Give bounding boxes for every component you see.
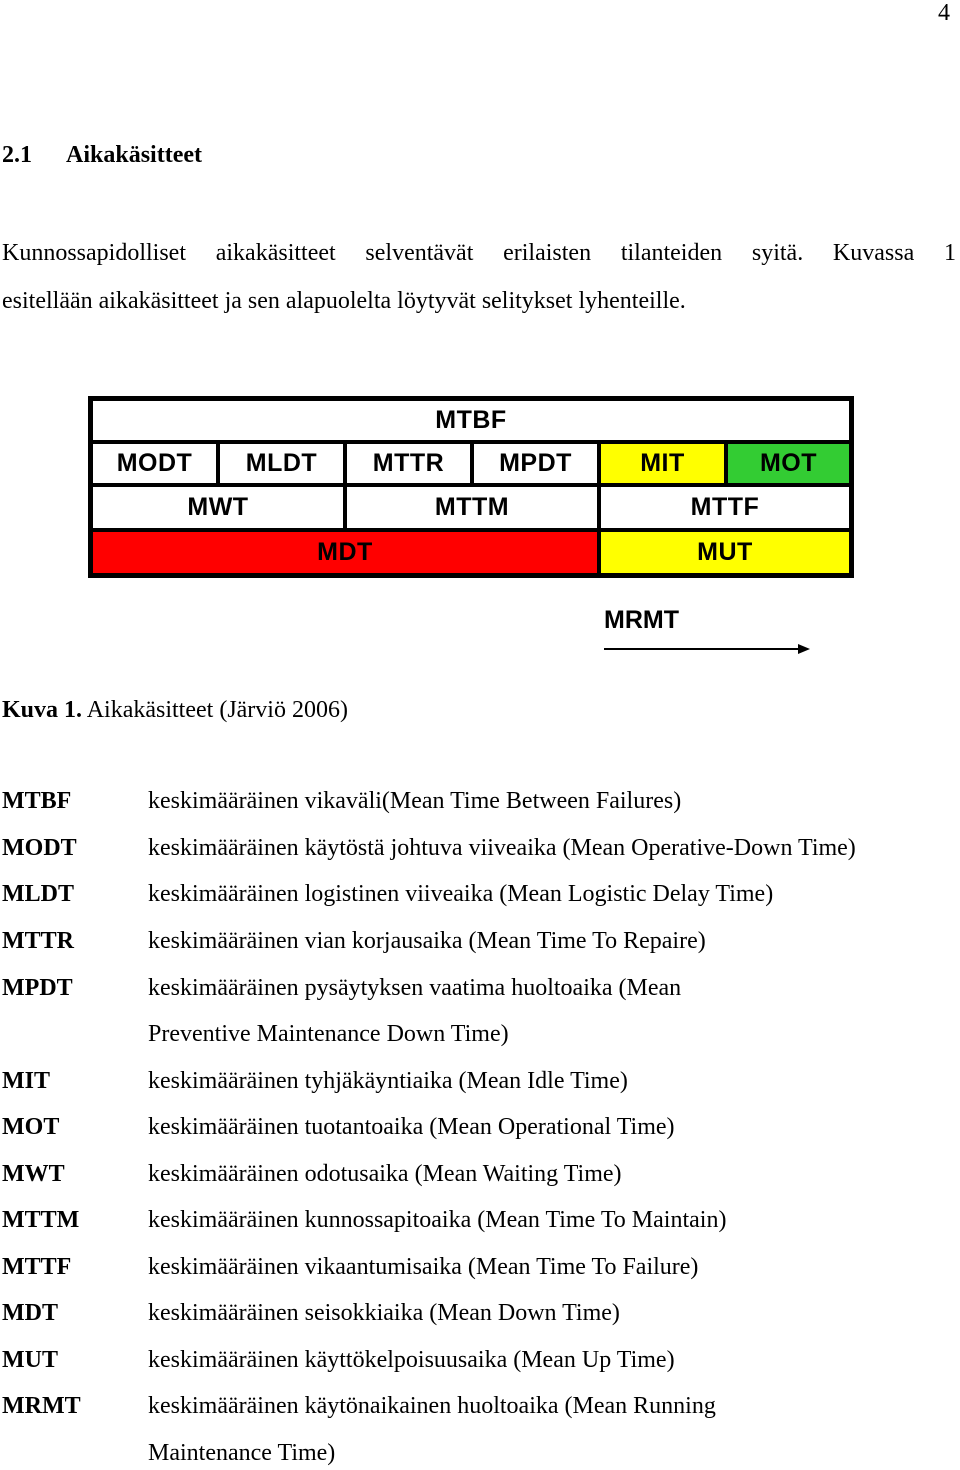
desc-modt: keskimääräinen käytöstä johtuva viiveaika (Mean Operative-Down Time) [148, 835, 856, 861]
abbr-mldt: MLDT [2, 881, 74, 907]
cell-mttf: MTTF [601, 487, 849, 528]
desc-mdt: keskimääräinen seisokkiaika (Mean Down Time) [148, 1300, 620, 1326]
cell-mttr: MTTR [347, 444, 470, 483]
right-arrow-icon [604, 640, 814, 660]
abbr-mttf: MTTF [2, 1254, 72, 1280]
intro-paragraph-line-2: esitellään aikakäsitteet ja sen alapuolelta löytyvät selitykset lyhenteille. [2, 288, 686, 314]
desc-mpdt-continued: Preventive Maintenance Down Time) [148, 1021, 509, 1047]
cell-mot: MOT [728, 444, 849, 483]
mrmt-arrow-label: MRMT [604, 606, 679, 634]
abbr-mtbf: MTBF [2, 788, 72, 814]
cell-mdt: MDT [93, 532, 597, 573]
desc-mttf: keskimääräinen vikaantumisaika (Mean Time To Failure) [148, 1254, 699, 1280]
section-heading [2, 142, 202, 169]
abbr-mwt: MWT [2, 1161, 65, 1187]
desc-mrmt: keskimääräinen käytönaikainen huoltoaika (Mean Running [148, 1393, 716, 1419]
desc-mrmt-continued: Maintenance Time) [148, 1440, 336, 1466]
cell-mtbf: MTBF [93, 401, 849, 440]
desc-mttm: keskimääräinen kunnossapitoaika (Mean Time To Maintain) [148, 1207, 727, 1233]
section-title: Aikakäsitteet [66, 142, 202, 168]
desc-mit: keskimääräinen tyhjäkäyntiaika (Mean Idle Time) [148, 1068, 628, 1094]
abbr-mot: MOT [2, 1114, 60, 1140]
abbr-mttr: MTTR [2, 928, 74, 954]
desc-mwt: keskimääräinen odotusaika (Mean Waiting Time) [148, 1161, 622, 1187]
abbr-mit: MIT [2, 1068, 50, 1094]
abbr-mdt: MDT [2, 1300, 58, 1326]
section-number: 2.1 [2, 142, 32, 168]
abbr-mttm: MTTM [2, 1207, 80, 1233]
page-number: 4 [938, 0, 950, 26]
abbr-modt: MODT [2, 835, 77, 861]
desc-mtbf: keskimääräinen vikaväli(Mean Time Between Failures) [148, 788, 682, 814]
cell-mwt: MWT [93, 487, 343, 528]
desc-mttr: keskimääräinen vian korjausaika (Mean Time To Repaire) [148, 928, 706, 954]
cell-mut: MUT [601, 532, 849, 573]
abbr-mrmt: MRMT [2, 1393, 81, 1419]
caption-text: Aikakäsitteet (Järviö 2006) [86, 697, 348, 723]
cell-mit: MIT [601, 444, 724, 483]
cell-mpdt: MPDT [474, 444, 597, 483]
desc-mldt: keskimääräinen logistinen viiveaika (Mean Logistic Delay Time) [148, 881, 774, 907]
desc-mut: keskimääräinen käyttökelpoisuusaika (Mean Up Time) [148, 1347, 675, 1373]
diagram-grid [88, 396, 854, 578]
intro-paragraph-line-1: Kunnossapidolliset aikakäsitteet selventävät erilaisten tilanteiden syitä. Kuvassa 1 [2, 240, 956, 266]
caption-label: Kuva 1. [2, 697, 83, 723]
cell-mldt: MLDT [220, 444, 343, 483]
figure-caption [2, 697, 348, 724]
desc-mot: keskimääräinen tuotantoaika (Mean Operational Time) [148, 1114, 675, 1140]
abbr-mut: MUT [2, 1347, 58, 1373]
desc-mpdt: keskimääräinen pysäytyksen vaatima huoltoaika (Mean [148, 975, 682, 1001]
abbr-mpdt: MPDT [2, 975, 73, 1001]
cell-modt: MODT [93, 444, 216, 483]
time-concepts-diagram [88, 396, 854, 578]
cell-mttm: MTTM [347, 487, 597, 528]
